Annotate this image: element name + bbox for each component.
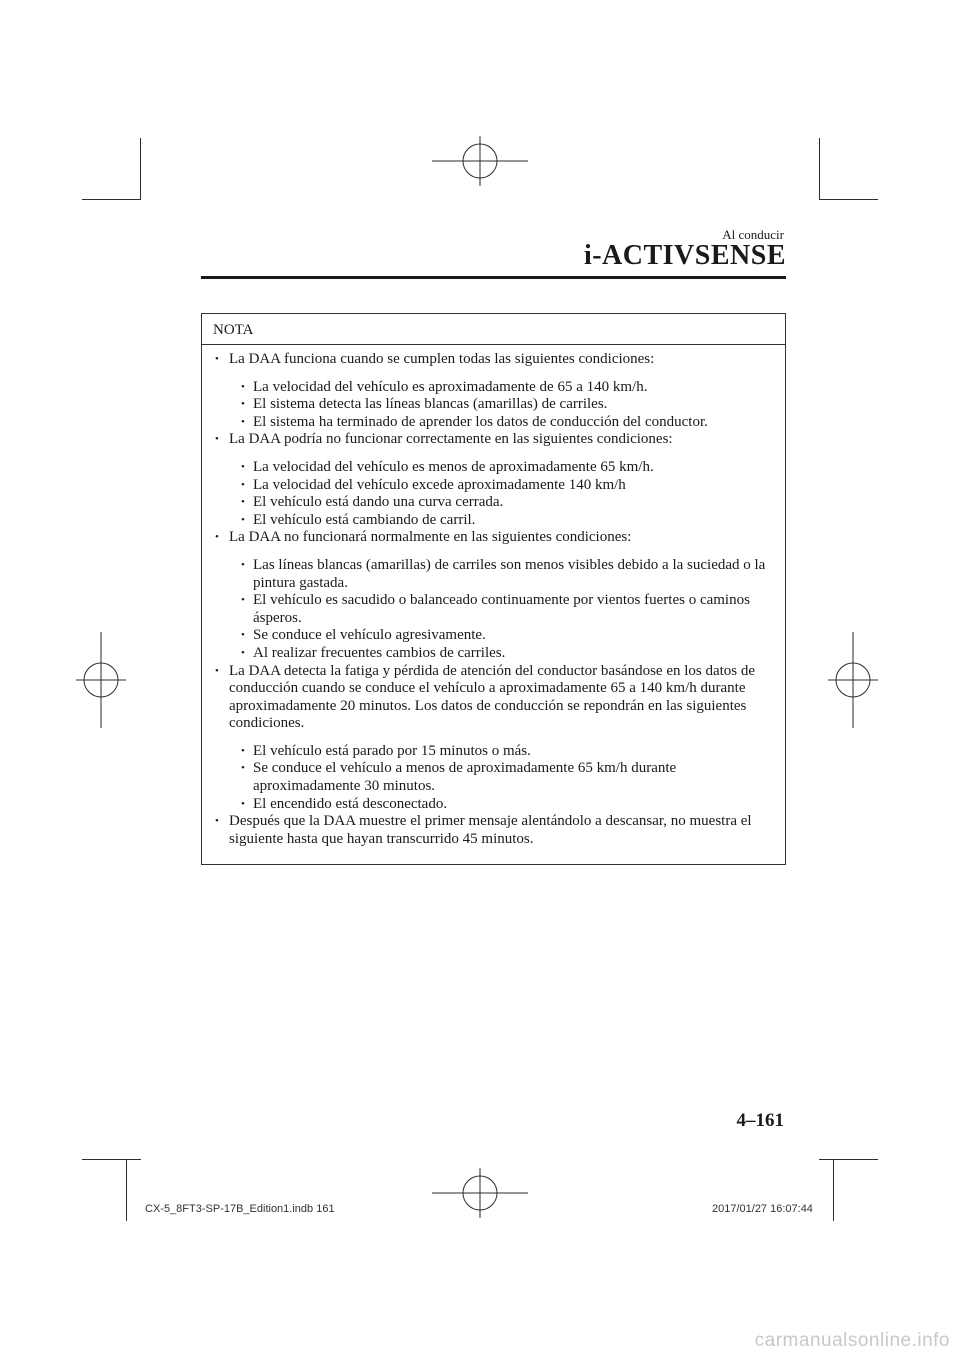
note-subitem: • El sistema ha terminado de aprender los datos de conducción del conductor. — [226, 414, 779, 432]
note-subitem: • La velocidad del vehículo excede aproximadamente 140 km/h — [226, 477, 779, 495]
watermark: carmanualsonline.info — [754, 1330, 950, 1351]
header-rule — [201, 276, 786, 279]
note-subitem: • La velocidad del vehículo es menos de aproximadamente 65 km/h. — [226, 459, 779, 477]
note-subitem: • El sistema detecta las líneas blancas (amarillas) de carriles. — [226, 396, 779, 414]
note-subitem: • El vehículo está cambiando de carril. — [226, 512, 779, 530]
section-label: Al conducir — [722, 227, 784, 242]
registration-mark-bottom — [432, 1168, 528, 1218]
note-sublist — [214, 743, 779, 813]
note-sublist — [214, 557, 779, 663]
note-item: • La DAA no funcionará normalmente en las siguientes condiciones: — [214, 529, 779, 547]
note-subitem: • Se conduce el vehículo a menos de aproximadamente 65 km/h durante aproximadamente 30 minutos. — [226, 760, 779, 795]
note-subitem: • El vehículo está dando una curva cerrada. — [226, 494, 779, 512]
note-sublist — [214, 379, 779, 432]
note-subitem: • Las líneas blancas (amarillas) de carriles son menos visibles debido a la suciedad o la pintura gastada. — [226, 557, 779, 592]
note-box — [201, 313, 786, 865]
note-subitem: • Al realizar frecuentes cambios de carriles. — [226, 645, 779, 663]
note-body — [202, 345, 785, 848]
note-heading: NOTA — [202, 314, 785, 345]
note-subitem: • El encendido está desconectado. — [226, 796, 779, 814]
section-title: i-ACTIVSENSE — [583, 240, 786, 271]
note-subitem: • Se conduce el vehículo agresivamente. — [226, 627, 779, 645]
print-file-label: CX-5_8FT3-SP-17B_Edition1.indb 161 — [145, 1203, 335, 1215]
note-sublist — [214, 459, 779, 529]
note-item: • La DAA podría no funcionar correctamente en las siguientes condiciones: — [214, 431, 779, 449]
note-item: • La DAA detecta la fatiga y pérdida de atención del conductor basándose en los datos de conducción cuando se conduce el vehículo a aproximadamente 65 a 140 km/h durante aproximadamente 20 minutos. Los datos de conducción se repondrán en las siguientes condiciones. — [214, 663, 779, 733]
note-subitem: • La velocidad del vehículo es aproximadamente de 65 a 140 km/h. — [226, 379, 779, 397]
registration-mark-left — [76, 632, 126, 728]
note-item: • La DAA funciona cuando se cumplen todas las siguientes condiciones: — [214, 351, 779, 369]
registration-mark-right — [828, 632, 878, 728]
note-subitem: • El vehículo es sacudido o balanceado continuamente por vientos fuertes o caminos ásperos. — [226, 592, 779, 627]
registration-mark-top — [432, 136, 528, 186]
print-timestamp: 2017/01/27 16:07:44 — [712, 1203, 813, 1215]
note-item: • Después que la DAA muestre el primer mensaje alentándolo a descansar, no muestra el siguiente hasta que hayan transcurrido 45 minutos. — [214, 813, 779, 848]
page-number: 4–161 — [736, 1110, 784, 1131]
note-subitem: • El vehículo está parado por 15 minutos o más. — [226, 743, 779, 761]
